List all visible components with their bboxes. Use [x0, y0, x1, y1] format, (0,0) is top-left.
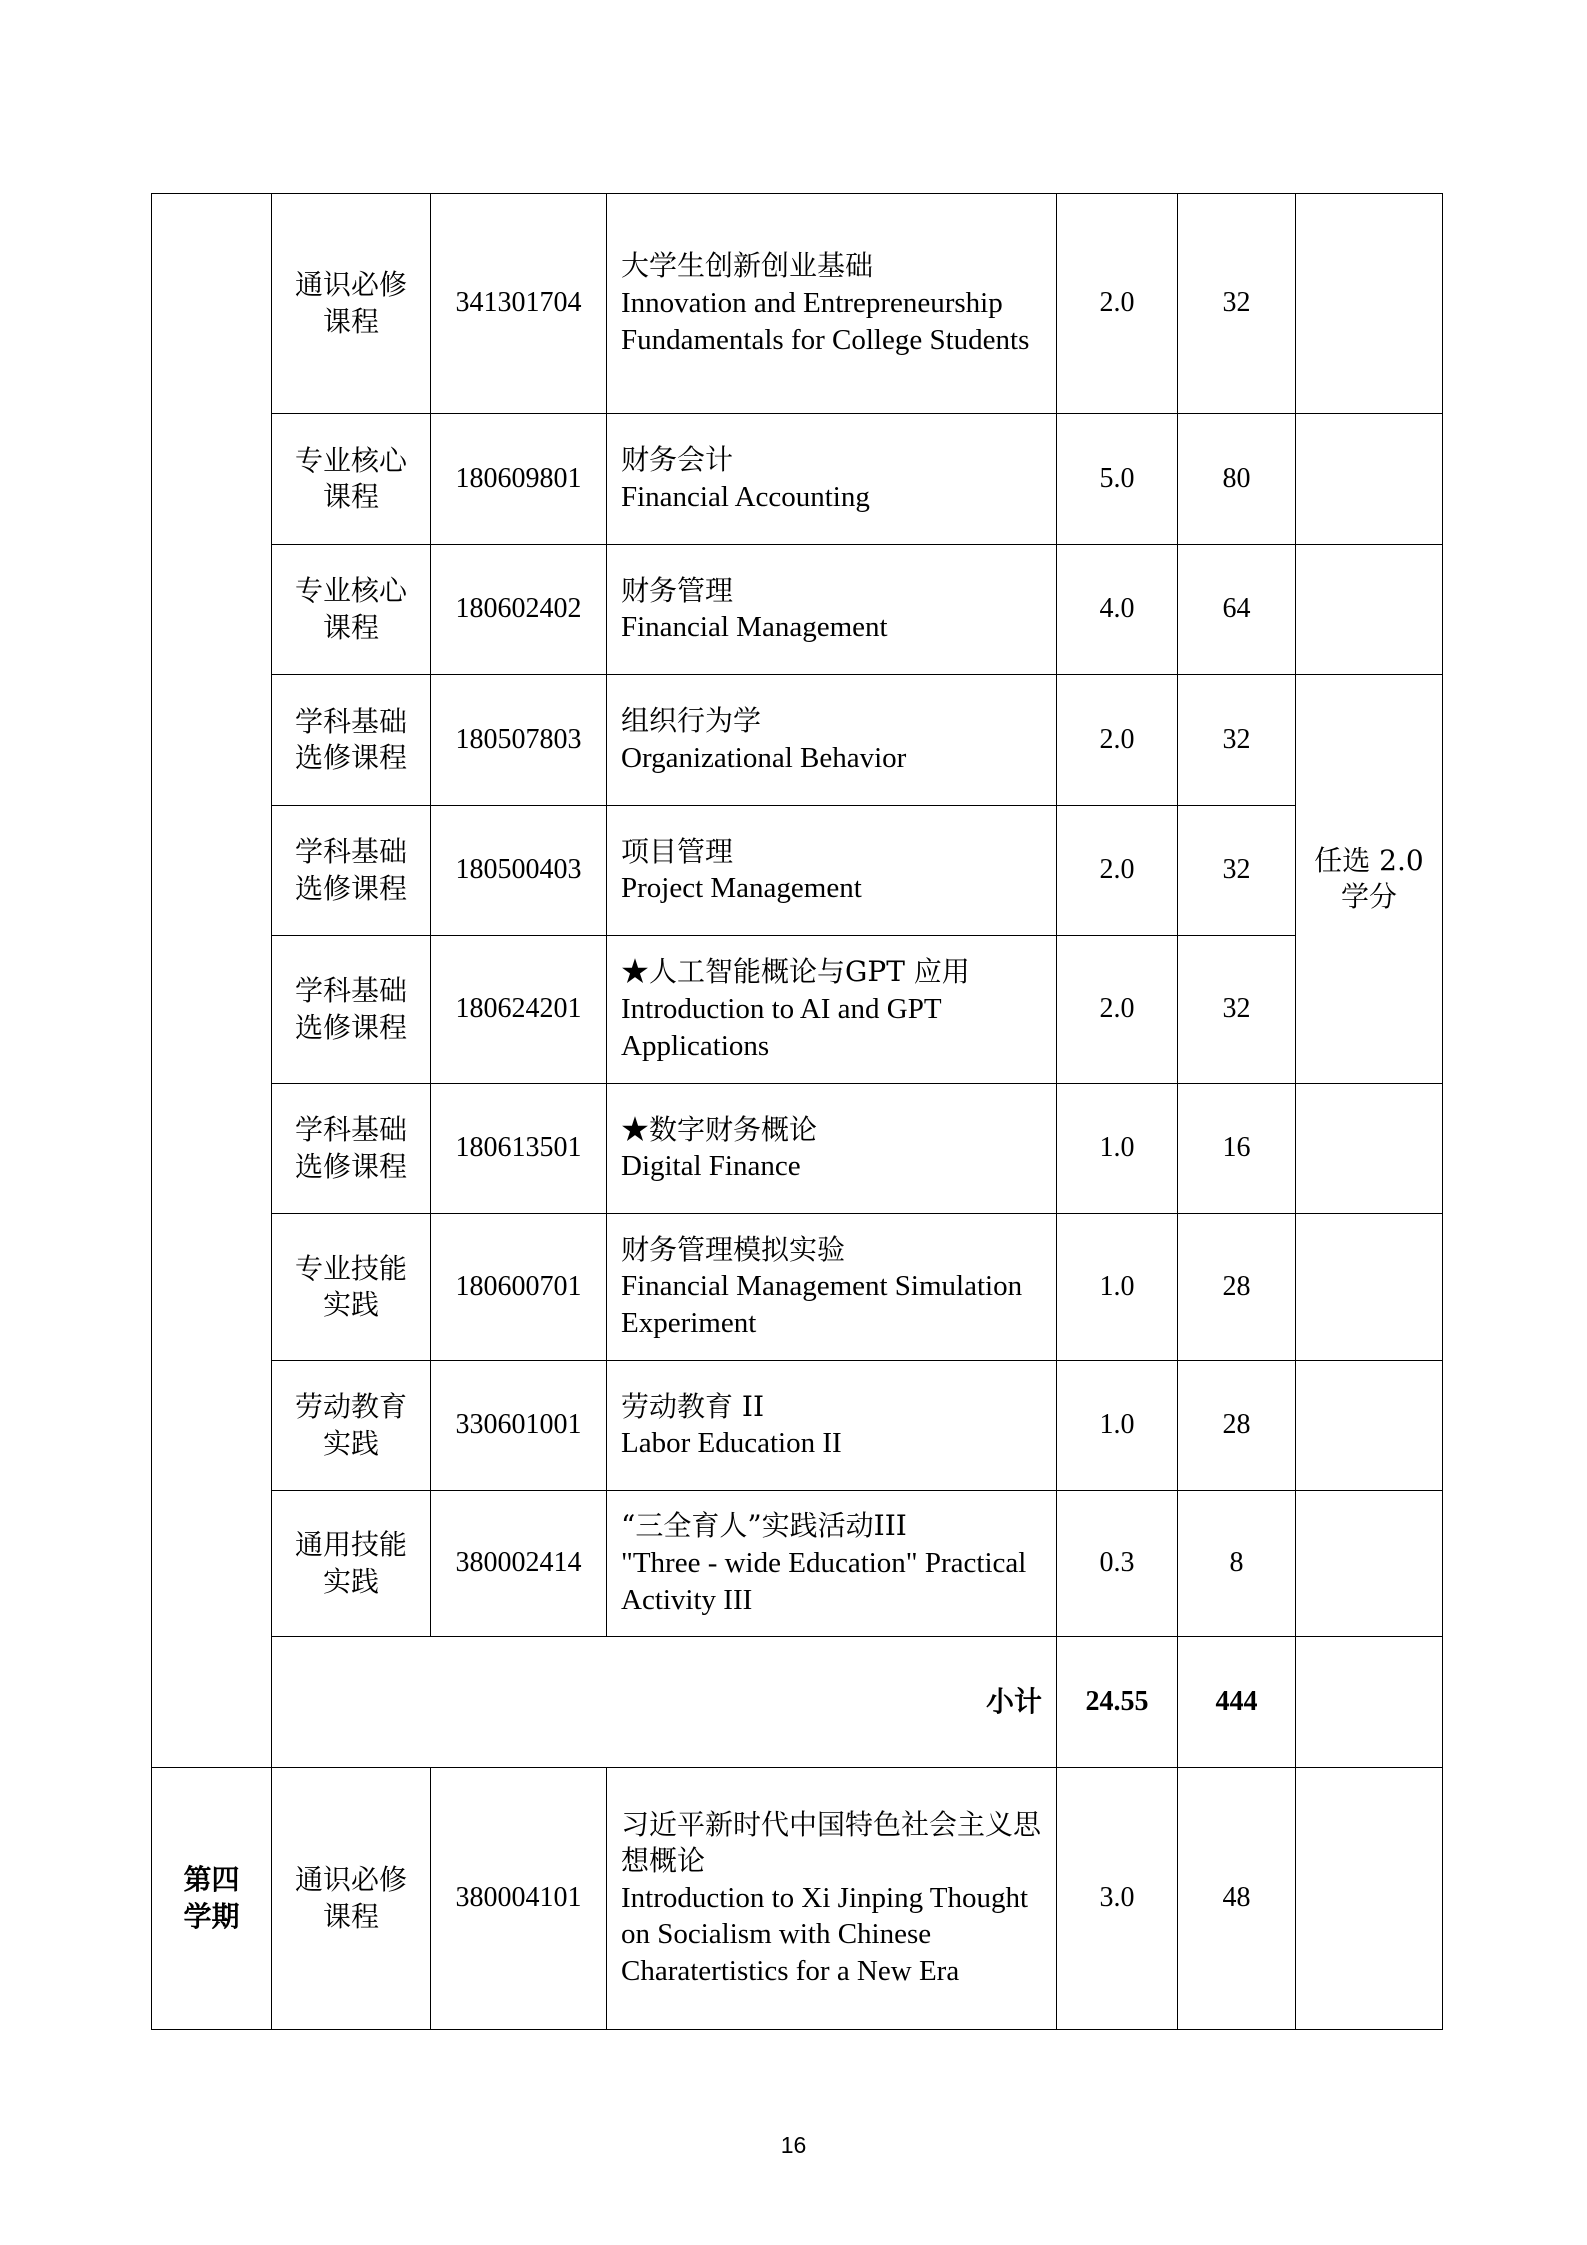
course-name-zh: ★人工智能概论与GPT 应用 [621, 955, 970, 989]
course-name [607, 1491, 1057, 1637]
course-name [607, 936, 1057, 1084]
course-name-zh: 财务管理模拟实验 [621, 1232, 846, 1266]
course-name [607, 1084, 1057, 1214]
course-name [607, 1768, 1057, 2030]
course-name-en: Financial Management Simulation Experiment [621, 1270, 1023, 1340]
course-name-en: Introduction to Xi Jinping Thought on Socialism with Chinese Charatertistics for a New Era [621, 1881, 1029, 1988]
table-row [152, 1214, 1443, 1361]
page-number: 16 [780, 2132, 807, 2158]
course-type: 通识必修 课程 [272, 1768, 431, 2030]
table-row [152, 1491, 1443, 1637]
course-credit: 0.3 [1057, 1491, 1178, 1637]
subtotal-note [1296, 1637, 1443, 1768]
course-note [1296, 545, 1443, 675]
course-name-en: Financial Management [621, 611, 888, 644]
course-name [607, 545, 1057, 675]
subtotal-hours: 444 [1178, 1637, 1296, 1768]
course-code: 180600701 [431, 1214, 607, 1361]
course-hours: 32 [1178, 194, 1296, 414]
course-credit: 1.0 [1057, 1214, 1178, 1361]
course-credit: 1.0 [1057, 1361, 1178, 1491]
course-code: 180500403 [431, 806, 607, 936]
table-row [152, 1084, 1443, 1214]
course-name-en: Introduction to AI and GPT Applications [621, 992, 942, 1062]
course-name-en: Innovation and Entrepreneurship Fundamentals for College Students [621, 286, 1030, 356]
course-name-zh: 财务会计 [621, 443, 734, 477]
course-code: 330601001 [431, 1361, 607, 1491]
course-hours: 80 [1178, 414, 1296, 545]
table-row [152, 1361, 1443, 1491]
course-credit: 2.0 [1057, 675, 1178, 806]
course-type: 学科基础 选修课程 [272, 936, 431, 1084]
table-row [152, 806, 1443, 936]
course-credit: 5.0 [1057, 414, 1178, 545]
course-note [1296, 1361, 1443, 1491]
course-code: 380004101 [431, 1768, 607, 2030]
table-row [152, 675, 1443, 806]
course-type: 专业技能 实践 [272, 1214, 431, 1361]
course-credit: 4.0 [1057, 545, 1178, 675]
course-name-zh: 项目管理 [621, 834, 734, 868]
course-hours: 28 [1178, 1361, 1296, 1491]
course-name-zh: 大学生创新创业基础 [621, 249, 874, 283]
table-row [152, 194, 1443, 414]
course-credit: 2.0 [1057, 194, 1178, 414]
course-name-zh: 财务管理 [621, 573, 734, 607]
subtotal-label: 小计 [272, 1637, 1057, 1768]
course-hours: 64 [1178, 545, 1296, 675]
course-name-en: Digital Finance [621, 1150, 801, 1183]
elective-note: 任选 2.0 学分 [1296, 675, 1443, 1084]
course-note [1296, 194, 1443, 414]
course-name-en: Organizational Behavior [621, 741, 907, 774]
course-note [1296, 1491, 1443, 1637]
course-credit: 2.0 [1057, 806, 1178, 936]
course-hours: 32 [1178, 675, 1296, 806]
course-code: 180602402 [431, 545, 607, 675]
course-type: 通用技能 实践 [272, 1491, 431, 1637]
course-hours: 32 [1178, 936, 1296, 1084]
semester-label: 第四 学期 [152, 1768, 272, 2030]
table-row [152, 1768, 1443, 2030]
course-type: 学科基础 选修课程 [272, 675, 431, 806]
course-name-en: "Three - wide Education" Practical Activity III [621, 1546, 1027, 1616]
semester-cell-prev [152, 194, 272, 1768]
course-name-zh: “三全育人”实践活动III [621, 1509, 907, 1543]
course-note [1296, 1768, 1443, 2030]
course-type: 学科基础 选修课程 [272, 806, 431, 936]
table-row [152, 936, 1443, 1084]
course-hours: 48 [1178, 1768, 1296, 2030]
course-type: 劳动教育 实践 [272, 1361, 431, 1491]
table-row [152, 545, 1443, 675]
table-row [152, 414, 1443, 545]
course-code: 180609801 [431, 414, 607, 545]
course-name [607, 1361, 1057, 1491]
course-type: 通识必修 课程 [272, 194, 431, 414]
course-hours: 28 [1178, 1214, 1296, 1361]
course-name-en: Project Management [621, 872, 862, 905]
course-name-zh: 组织行为学 [621, 704, 762, 738]
subtotal-credit: 24.55 [1057, 1637, 1178, 1768]
course-note [1296, 1084, 1443, 1214]
course-code: 380002414 [431, 1491, 607, 1637]
course-code: 341301704 [431, 194, 607, 414]
course-credit: 3.0 [1057, 1768, 1178, 2030]
course-hours: 16 [1178, 1084, 1296, 1214]
course-note [1296, 414, 1443, 545]
course-hours: 32 [1178, 806, 1296, 936]
course-code: 180624201 [431, 936, 607, 1084]
course-name [607, 1214, 1057, 1361]
course-name [607, 675, 1057, 806]
course-type: 专业核心 课程 [272, 414, 431, 545]
course-name-zh: 习近平新时代中国特色社会主义思想概论 [621, 1807, 1042, 1878]
course-type: 专业核心 课程 [272, 545, 431, 675]
course-hours: 8 [1178, 1491, 1296, 1637]
subtotal-row [152, 1637, 1443, 1768]
course-name-en: Labor Education II [621, 1427, 842, 1460]
course-name-zh: 劳动教育 II [621, 1389, 765, 1423]
course-name [607, 414, 1057, 545]
course-code: 180613501 [431, 1084, 607, 1214]
course-credit: 1.0 [1057, 1084, 1178, 1214]
course-name [607, 194, 1057, 414]
course-name-zh: ★数字财务概论 [621, 1112, 818, 1146]
course-name [607, 806, 1057, 936]
course-note [1296, 1214, 1443, 1361]
course-table [151, 193, 1443, 2030]
course-credit: 2.0 [1057, 936, 1178, 1084]
course-type: 学科基础 选修课程 [272, 1084, 431, 1214]
course-name-en: Financial Accounting [621, 480, 870, 513]
course-code: 180507803 [431, 675, 607, 806]
